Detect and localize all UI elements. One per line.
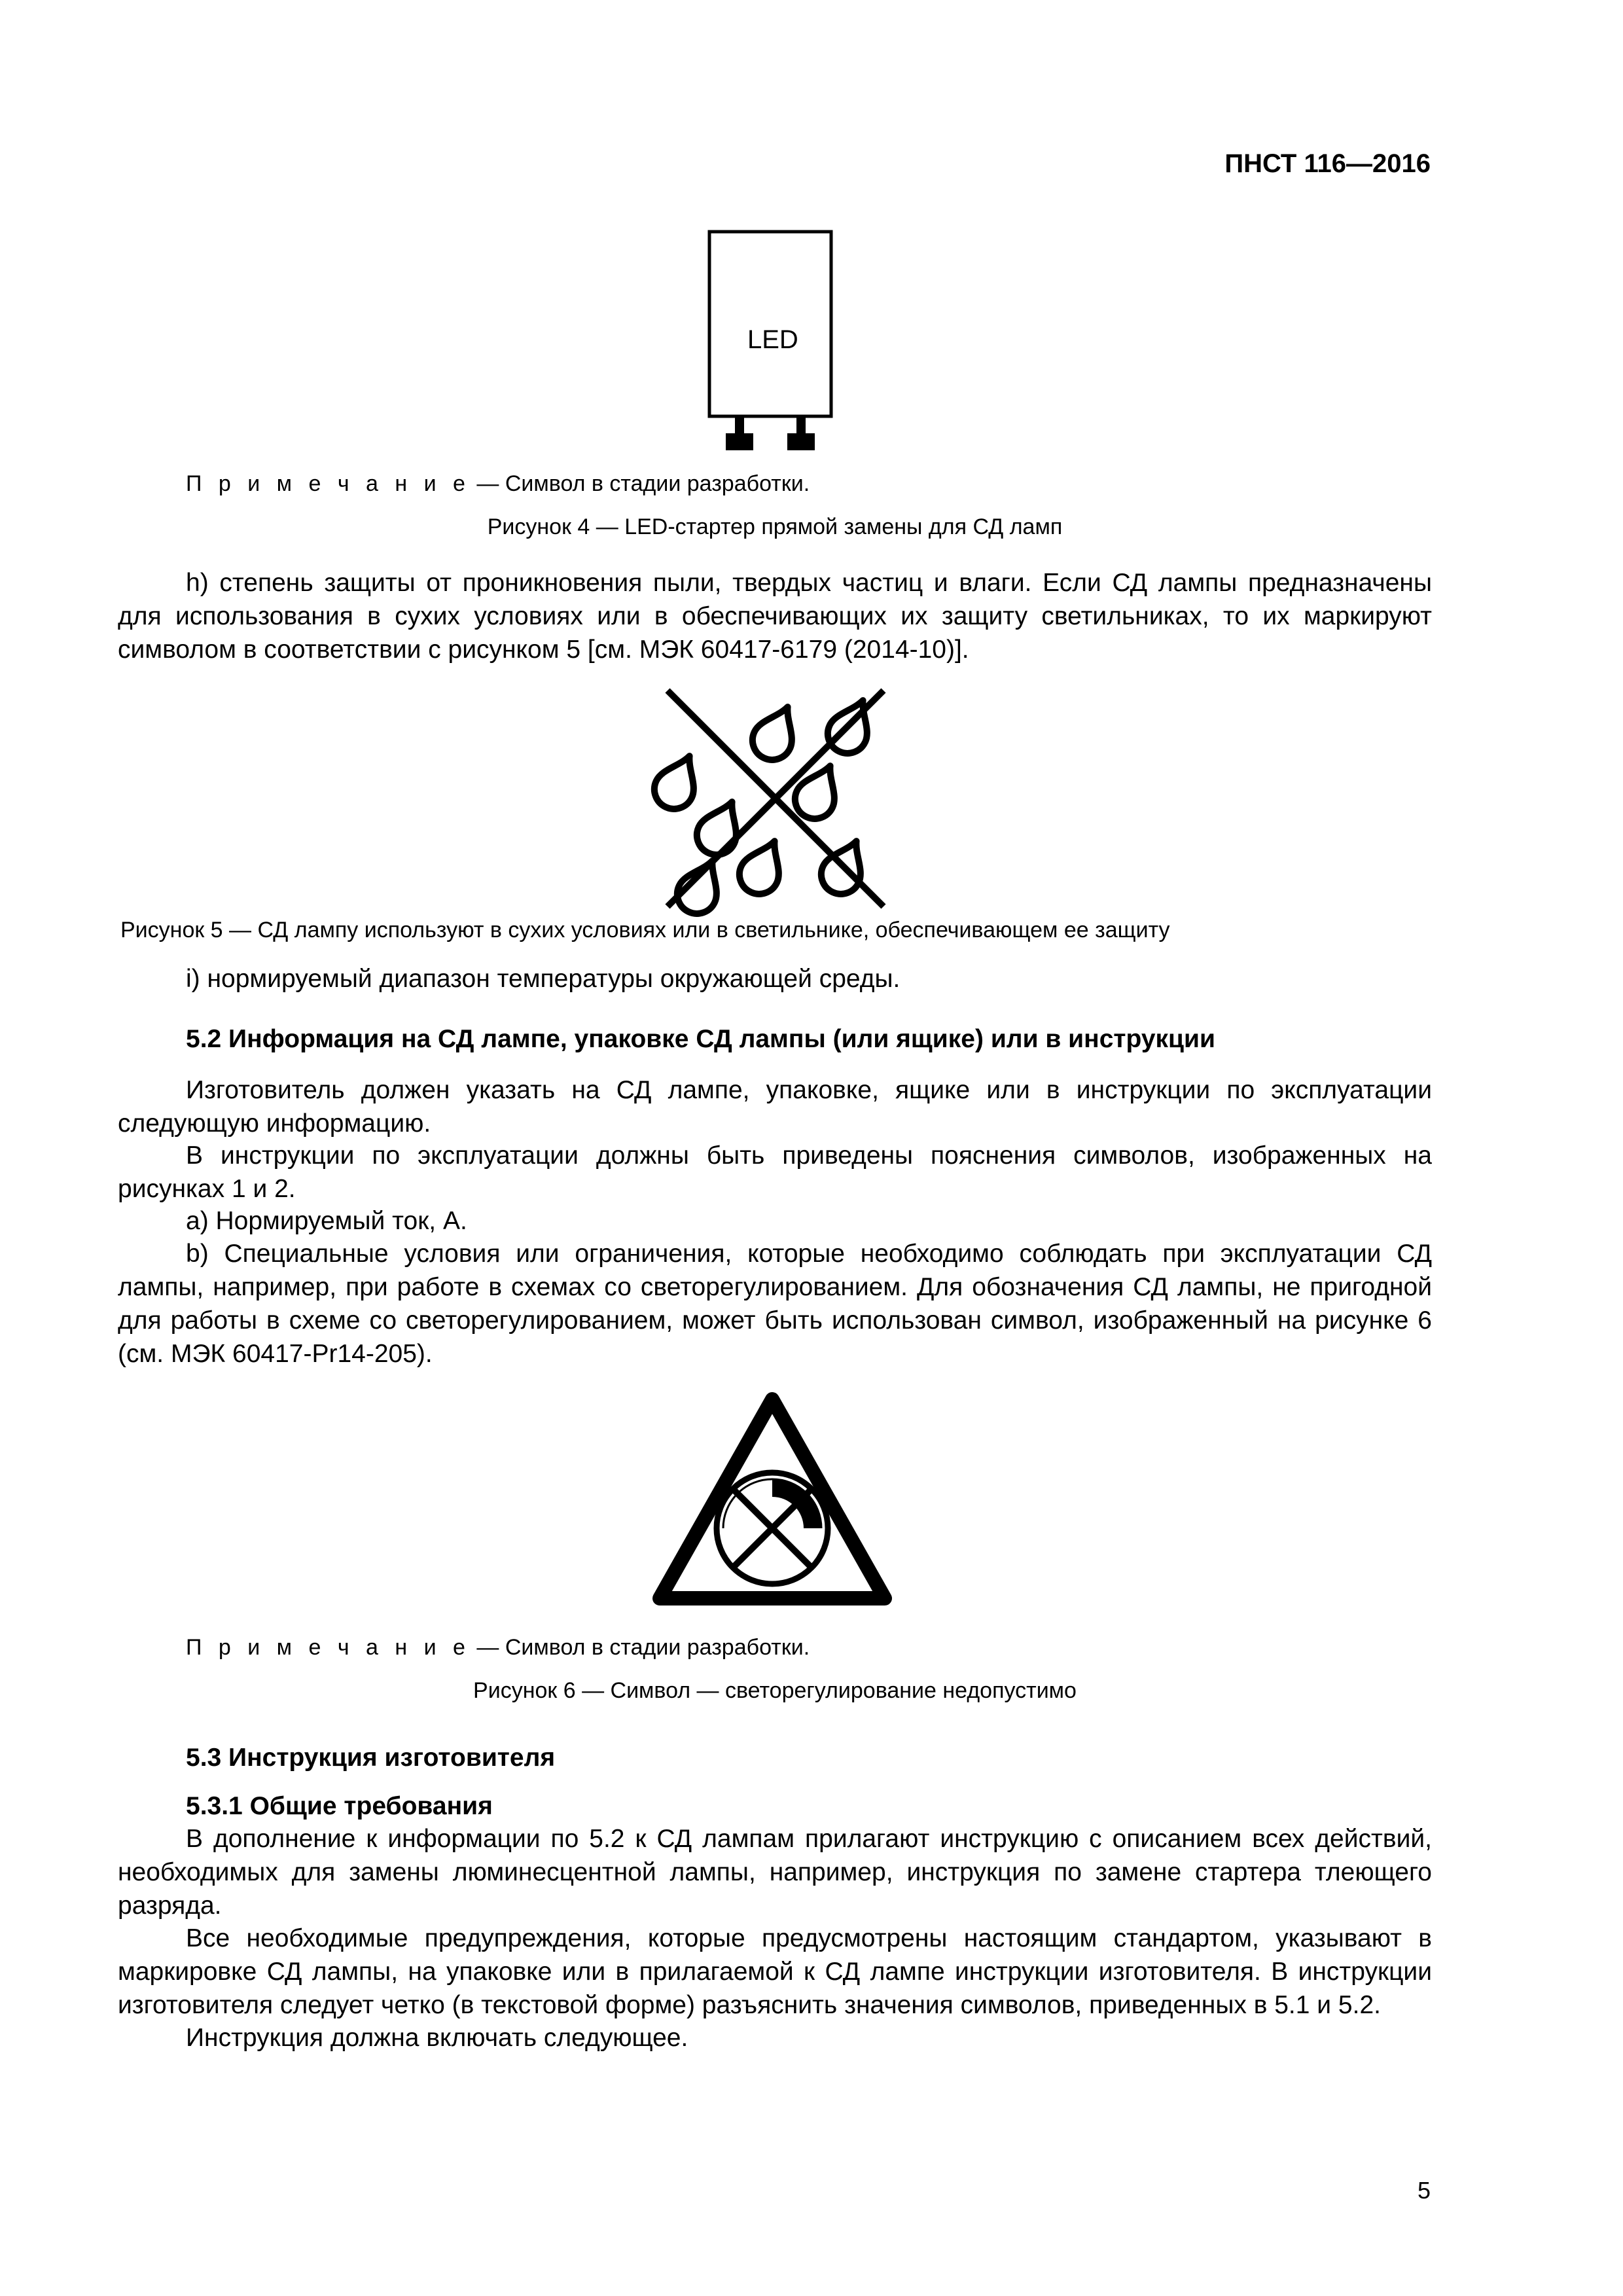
note-label: П р и м е ч а н и е (186, 471, 471, 496)
section-5-2-paragraph-4: b) Специальные условия или ограничения, которые необходимо соблюдать при эксплуатации СД лампы, например, при работе в схемах со светорегулированием. Для обозначения СД лампы, не пригодной для работы в схеме со светорегулированием, может быть использован символ, изображенный на рисунке 6 (см. МЭК 60417-Pr14-205). (118, 1240, 1432, 1368)
led-label: LED (747, 325, 798, 354)
document-number: ПНСТ 116—2016 (1224, 149, 1431, 178)
section-5-3-title: 5.3 Инструкция изготовителя (186, 1744, 556, 1772)
figure6-caption: Рисунок 6 — Символ — светорегулирование недопустимо (473, 1678, 1077, 1703)
section-5-2-paragraph-3: a) Нормируемый ток, А. (186, 1207, 467, 1235)
dimming-prohibited-symbol (641, 1388, 903, 1623)
section-5-3-paragraph-2: Все необходимые предупреждения, которые предусмотрены настоящим стандартом, указывают в маркировке СД лампы, на упаковке или в прилагаемой к СД лампе инструкции изготовителя. В инструкции изготовителя следует четко (в текстовой форме) разъяснить значения символов, приведенных в 5.1 и 5.2. (118, 1924, 1432, 2019)
page-number: 5 (1417, 2177, 1431, 2204)
figure4-note (186, 471, 810, 497)
section-5-3-paragraph-3: Инструкция должна включать следующее. (186, 2024, 688, 2052)
paragraph-h: h) степень защиты от проникновения пыли, твердых частиц и влаги. Если СД лампы предназначены для использования в сухих условиях или в обеспечивающих их защиту светильниках, то их маркируют символом в соответствии с рисунком 5 [см. МЭК 60417-6179 (2014-10)]. (118, 569, 1432, 664)
dry-conditions-symbol (641, 677, 903, 926)
paragraph-i: i) нормируемый диапазон температуры окружающей среды. (186, 965, 901, 993)
figure6-note (186, 1635, 810, 1660)
note-text: — Символ в стадии разработки. (470, 1635, 810, 1660)
section-5-2-paragraph-2: В инструкции по эксплуатации должны быть приведены пояснения символов, изображенных на рисунках 1 и 2. (118, 1141, 1432, 1203)
note-label: П р и м е ч а н и е (186, 1635, 471, 1660)
figure5-caption: Рисунок 5 — СД лампу используют в сухих условиях или в светильнике, обеспечивающем ее защиту (120, 918, 1170, 942)
section-5-2-paragraph-1: Изготовитель должен указать на СД лампе, упаковке, ящике или в инструкции по эксплуатации следующую информацию. (118, 1076, 1432, 1138)
section-5-2-title: 5.2 Информация на СД лампе, упаковке СД лампы (или ящике) или в инструкции (186, 1025, 1215, 1053)
note-text: — Символ в стадии разработки. (470, 471, 810, 496)
figure4-caption: Рисунок 4 — LED-стартер прямой замены для СД ламп (487, 514, 1063, 539)
section-5-3-paragraph-1: В дополнение к информации по 5.2 к СД лампам прилагают инструкцию с описанием всех действий, необходимых для замены люминесцентной лампы, например, инструкция по замене стартера тлеющего разряда. (118, 1825, 1432, 1920)
section-5-3-1-title: 5.3.1 Общие требования (186, 1792, 493, 1820)
